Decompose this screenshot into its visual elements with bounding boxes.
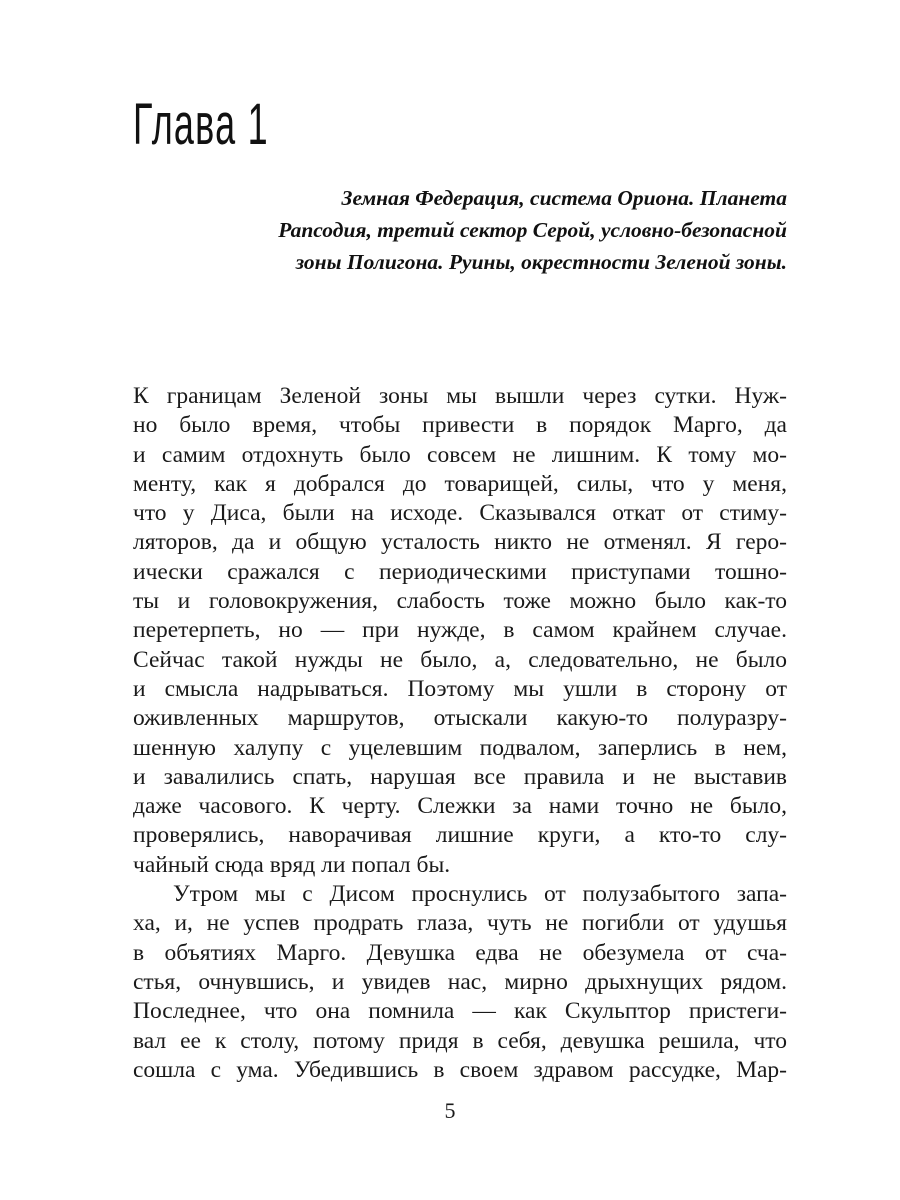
text-line: ха, и, не успев продрать глаза, чуть не погибли от удушья: [133, 910, 787, 937]
page-number: 5: [444, 1098, 456, 1123]
epigraph-line: Земная Федерация, система Ориона. Планета: [341, 186, 787, 210]
text-line: и самим отдохнуть было совсем не лишним. К тому мо-: [133, 441, 787, 468]
text-line: но было время, чтобы привести в порядок Марго, да: [133, 412, 787, 439]
epigraph: [187, 182, 787, 278]
text-line: шенную халупу с уцелевшим подвалом, заперлись в нем,: [133, 734, 787, 761]
text-line: К границам Зеленой зоны мы вышли через сутки. Нуж-: [133, 383, 787, 409]
text-line: Последнее, что она помнила — как Скульптор пристеги-: [133, 998, 787, 1025]
text-line: ты и головокружения, слабость тоже можно было как-то: [133, 588, 787, 615]
text-line: ически сражался с периодическими приступами тошно-: [133, 558, 787, 585]
body-text: [133, 382, 787, 1085]
text-line: перетерпеть, но — при нужде, в самом крайнем случае.: [133, 617, 787, 644]
epigraph-line: зоны Полигона. Руины, окрестности Зеленой зоны.: [295, 250, 787, 274]
text-line: менту, как я добрался до товарищей, силы, что у меня,: [133, 470, 787, 497]
paragraph-2: [133, 880, 787, 1085]
text-line: в объятиях Марго. Девушка едва не обезумела от сча-: [133, 939, 787, 966]
text-line: и завалились спать, нарушая все правила и не выставив: [133, 763, 787, 790]
epigraph-line: Рапсодия, третий сектор Серой, условно-безопасной: [278, 218, 787, 242]
text-line: и смысла надрываться. Поэтому мы ушли в сторону от: [133, 675, 787, 702]
paragraph-1: [133, 382, 787, 880]
text-line: что у Диса, были на исходе. Сказывался откат от стиму-: [133, 500, 787, 527]
text-line: даже часового. К черту. Слежки за нами точно не было,: [133, 793, 787, 820]
text-line: стья, очнувшись, и увидев нас, мирно дрыхнущих рядом.: [133, 968, 787, 995]
text-line: ляторов, да и общую усталость никто не отменял. Я геро-: [133, 529, 787, 556]
text-line: проверялись, наворачивая лишние круги, а кто-то слу-: [133, 822, 787, 849]
text-line: Сейчас такой нужды не было, а, следовательно, не было: [133, 646, 787, 673]
chapter-title: Глава 1: [133, 92, 269, 157]
text-line: сошла с ума. Убедившись в своем здравом рассудке, Мар-: [133, 1056, 787, 1083]
text-line: чайный сюда вряд ли попал бы.: [133, 851, 451, 878]
text-line: оживленных маршрутов, отыскали какую-то полуразру-: [133, 705, 787, 732]
text-line: вал ее к столу, потому придя в себя, девушка решила, что: [133, 1027, 787, 1054]
text-line: Утром мы с Дисом проснулись от полузабытого запа-: [173, 881, 787, 908]
